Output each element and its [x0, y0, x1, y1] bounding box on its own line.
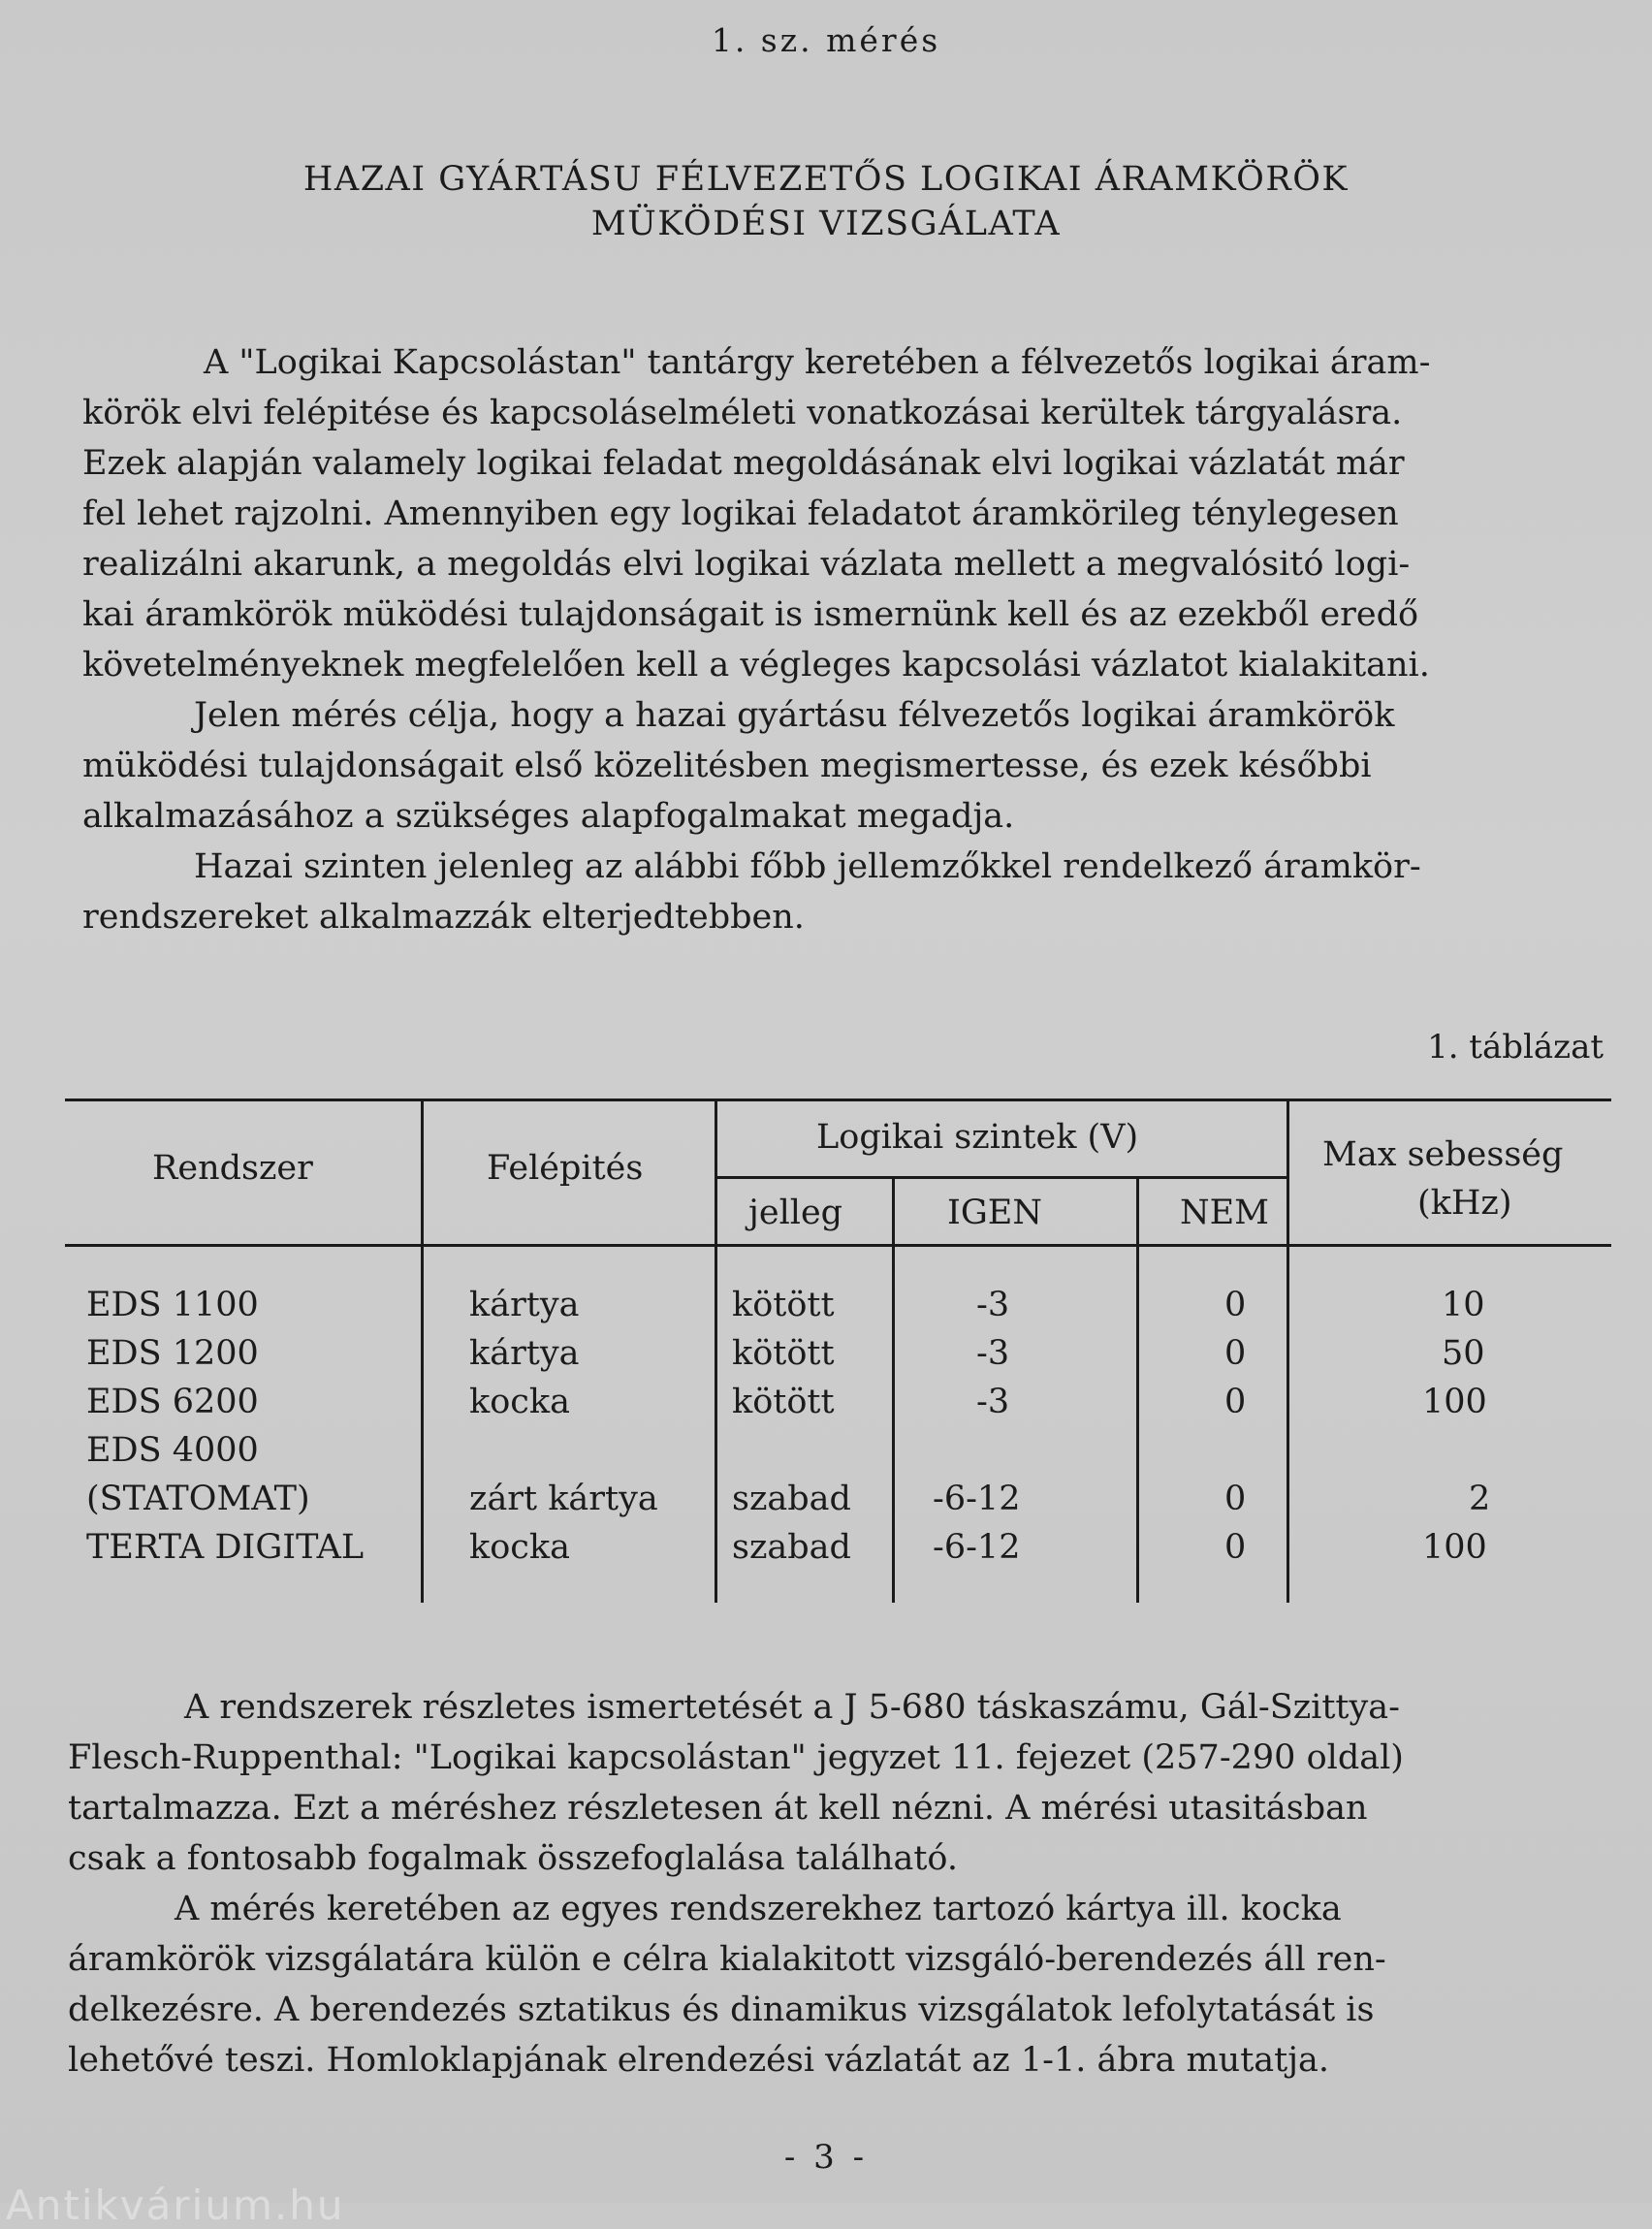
table-col-divider	[421, 1099, 424, 1603]
cell-jelleg: kötött	[732, 1383, 835, 1421]
cell-max: 10	[1442, 1286, 1485, 1324]
cell-igen: -3	[976, 1383, 1010, 1421]
cell-max: 100	[1422, 1383, 1487, 1421]
table-col-divider	[715, 1099, 717, 1603]
cell-rendszer: EDS 4000	[86, 1431, 259, 1470]
table-col-divider	[1287, 1099, 1289, 1603]
followup-line: lehetővé teszi. Homloklapjának elrendezési vázlatát az 1-1. ábra mutatja.	[68, 2041, 1330, 2080]
followup-line: A mérés keretében az egyes rendszerekhez tartozó kártya ill. kocka	[175, 1890, 1342, 1928]
col-header-logikai-szintek: Logikai szintek (V)	[816, 1118, 1139, 1157]
page-number: - 3 -	[783, 2138, 869, 2177]
cell-rendszer: (STATOMAT)	[86, 1480, 310, 1518]
cell-felepites: kártya	[469, 1334, 580, 1373]
cell-felepites: kocka	[469, 1383, 570, 1421]
followup-paragraph	[68, 1682, 1619, 2086]
intro-paragraph	[82, 337, 1595, 942]
document-title	[0, 157, 1652, 246]
cell-felepites: kártya	[469, 1286, 580, 1324]
col-header-rendszer: Rendszer	[152, 1149, 313, 1188]
col-header-jelleg: jelleg	[748, 1194, 843, 1232]
cell-jelleg: szabad	[732, 1528, 851, 1567]
intro-line: müködési tulajdonságait első közelitésben megismertesse, és ezek későbbi	[82, 747, 1372, 785]
cell-jelleg: szabad	[732, 1480, 851, 1518]
table-col-divider	[892, 1176, 895, 1603]
cell-jelleg: kötött	[732, 1334, 835, 1373]
title-line-1: HAZAI GYÁRTÁSU FÉLVEZETŐS LOGIKAI ÁRAMKÖRÖK	[302, 160, 1350, 199]
cell-max: 100	[1422, 1528, 1487, 1567]
followup-line: delkezésre. A berendezés sztatikus és dinamikus vizsgálatok lefolytatását is	[68, 1990, 1375, 2029]
cell-jelleg: kötött	[732, 1286, 835, 1324]
followup-line: Flesch-Ruppenthal: "Logikai kapcsolástan" jegyzet 11. fejezet (257-290 oldal)	[68, 1738, 1404, 1777]
cell-igen: -6-12	[933, 1528, 1021, 1567]
col-header-max-unit: (kHz)	[1417, 1184, 1512, 1223]
cell-max: 50	[1442, 1334, 1485, 1373]
table-col-divider	[1136, 1176, 1139, 1603]
intro-line: Jelen mérés célja, hogy a hazai gyártásu félvezetős logikai áramkörök	[194, 696, 1395, 735]
systems-table	[65, 1099, 1611, 1603]
cell-rendszer: EDS 1200	[86, 1334, 259, 1373]
cell-nem: 0	[1224, 1334, 1247, 1373]
cell-igen: -6-12	[933, 1480, 1021, 1518]
watermark: Antikvárium.hu	[6, 2181, 345, 2229]
intro-line: követelményeknek megfelelően kell a végleges kapcsolási vázlatot kialakitani.	[82, 646, 1430, 685]
intro-line: Ezek alapján valamely logikai feladat megoldásának elvi logikai vázlatát már	[82, 444, 1405, 483]
title-line-2: MÜKÖDÉSI VIZSGÁLATA	[590, 205, 1062, 243]
intro-line: körök elvi felépitése és kapcsoláselméleti vonatkozásai kerültek tárgyalásra.	[82, 394, 1403, 432]
measurement-header: 1. sz. mérés	[711, 21, 941, 59]
intro-line: rendszereket alkalmazzák elterjedtebben.	[82, 898, 805, 937]
cell-nem: 0	[1224, 1383, 1247, 1421]
intro-line: realizálni akarunk, a megoldás elvi logikai vázlata mellett a megvalósitó logi-	[82, 545, 1411, 584]
intro-line: A "Logikai Kapcsolástan" tantárgy keretében a félvezetős logikai áram-	[204, 343, 1431, 382]
followup-line: csak a fontosabb fogalmak összefoglalása található.	[68, 1839, 958, 1878]
followup-line: tartalmazza. Ezt a méréshez részletesen át kell nézni. A mérési utasitásban	[68, 1789, 1368, 1828]
cell-nem: 0	[1224, 1480, 1247, 1518]
intro-line: Hazai szinten jelenleg az alábbi főbb jellemzőkkel rendelkező áramkör-	[194, 847, 1421, 886]
table-header-rule	[65, 1244, 1611, 1247]
cell-max: 2	[1469, 1480, 1491, 1518]
cell-felepites: kocka	[469, 1528, 570, 1567]
followup-line: A rendszerek részletes ismertetését a J 5-680 táskaszámu, Gál-Szittya-	[184, 1688, 1400, 1727]
cell-rendszer: EDS 6200	[86, 1383, 259, 1421]
cell-igen: -3	[976, 1334, 1010, 1373]
cell-nem: 0	[1224, 1528, 1247, 1567]
table-top-rule	[65, 1099, 1611, 1101]
cell-igen: -3	[976, 1286, 1010, 1324]
cell-rendszer: EDS 1100	[86, 1286, 259, 1324]
col-header-igen: IGEN	[947, 1194, 1042, 1232]
table-caption: 1. táblázat	[1427, 1028, 1604, 1067]
cell-felepites: zárt kártya	[469, 1480, 658, 1518]
cell-rendszer: TERTA DIGITAL	[86, 1528, 365, 1567]
intro-line: fel lehet rajzolni. Amennyiben egy logikai feladatot áramkörileg ténylegesen	[82, 494, 1399, 533]
followup-line: áramkörök vizsgálatára külön e célra kialakitott vizsgáló-berendezés áll ren-	[68, 1940, 1386, 1979]
intro-line: kai áramkörök müködési tulajdonságait is ismernünk kell és az ezekből eredő	[82, 595, 1419, 634]
cell-nem: 0	[1224, 1286, 1247, 1324]
col-header-nem: NEM	[1180, 1194, 1270, 1232]
col-header-max-sebesseg: Max sebesség	[1322, 1135, 1564, 1174]
intro-line: alkalmazásához a szükséges alapfogalmakat megadja.	[82, 797, 1015, 836]
col-header-felepites: Felépités	[487, 1149, 644, 1188]
table-logic-rule	[716, 1176, 1288, 1179]
